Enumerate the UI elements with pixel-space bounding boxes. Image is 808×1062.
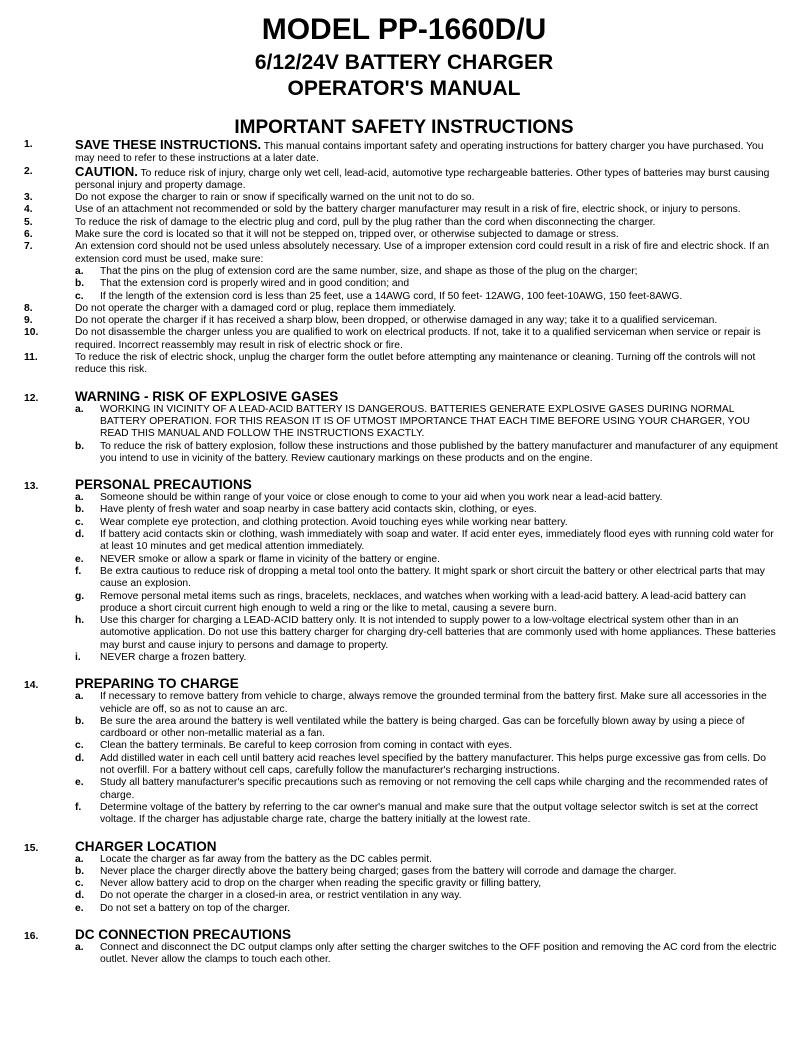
sub-item-letter: i. [75, 651, 81, 663]
section-15 [20, 839, 780, 915]
item-text: Do not expose the charger to rain or snow if specifically warned on the unit not to do so. [75, 192, 475, 204]
sub-item-text: Never allow battery acid to drop on the charger when reading the specific gravity or filling battery, [100, 878, 542, 890]
sub-item-text: Be extra cautious to reduce risk of dropping a metal tool onto the battery. It might spark or short circuit the battery or other electrical parts that may cause an explosion. [100, 565, 765, 590]
sub-item-text: Have plenty of fresh water and soap nearby in case battery acid contacts skin, clothing, or eyes. [100, 504, 537, 516]
sub-item [20, 691, 780, 716]
instruction-item [20, 139, 780, 166]
instruction-item [20, 241, 780, 266]
sub-item [20, 591, 780, 616]
sub-item-letter: h. [75, 615, 85, 627]
item-number: 2. [24, 165, 33, 177]
sub-item-text: Remove personal metal items such as rings, bracelets, necklaces, and watches when working with a lead-acid battery. A lead-acid battery can produce a short circuit current high enough to weld a ring or the like to metal, causing a severe burn. [100, 590, 746, 614]
sub-item-letter: a. [75, 403, 84, 415]
sub-item-letter: b. [75, 504, 85, 516]
sub-item-text: That the pins on the plug of extension cord are the same number, size, and shape as those of the plug on the charger; [100, 265, 638, 277]
section-title [20, 389, 780, 404]
sub-item-text: Clean the battery terminals. Be careful to keep corrosion from coming in contact with eyes. [100, 740, 513, 752]
item-text: Make sure the cord is located so that it will not be stepped on, tripped over, or otherwise subjected to damage or stress. [75, 229, 619, 241]
section-title-text: CHARGER LOCATION [75, 838, 217, 854]
sub-item-text: Wear complete eye protection, and clothing protection. Avoid touching eyes while working near battery. [100, 516, 568, 528]
instruction-item [20, 315, 780, 327]
item-text: An extension cord should not be used unless absolutely necessary. Use of a improper extension cord could result in a risk of fire and electric shock. If an extension cord must be used, make sure: [75, 241, 770, 265]
section-title [20, 477, 780, 492]
sub-item [20, 878, 780, 890]
sub-item [20, 554, 780, 566]
section-title-text: PREPARING TO CHARGE [75, 676, 239, 692]
item-number: 7. [24, 241, 33, 253]
sub-item-letter: f. [75, 565, 82, 577]
item-text: To reduce risk of injury, charge only wet cell, lead-acid, automotive type rechargeable batteries. Other types of batteries may burst causing personal injury and property damage. [75, 167, 770, 191]
document-type: OPERATOR'S MANUAL [287, 77, 521, 100]
sub-item-text: If battery acid contacts skin or clothing, wash immediately with soap and water. If acid enter eyes, immediately flood eyes with running cold water for at least 10 minutes and get medical attention immediately. [100, 529, 774, 553]
sub-item [20, 753, 780, 778]
sub-item-text: Never place the charger directly above the battery being charged; gases from the battery will corrode and damage the charger. [100, 865, 677, 877]
sub-item-letter: c. [75, 516, 84, 528]
instruction-item [20, 192, 780, 204]
sub-item-letter: g. [75, 590, 85, 602]
sub-item [20, 854, 780, 866]
section-heading: IMPORTANT SAFETY INSTRUCTIONS [234, 117, 574, 138]
item-lead: CAUTION. [75, 163, 138, 179]
sub-item-letter: d. [75, 752, 85, 764]
instruction-item [20, 217, 780, 229]
sub-item [20, 777, 780, 802]
sub-item-text: If the length of the extension cord is less than 25 feet, use a 14AWG cord, If 50 feet- 12AWG, 100 feet-10AWG, 150 feet-8AWG. [100, 290, 683, 302]
instruction-item [20, 327, 780, 352]
sub-item [20, 942, 780, 967]
item-number: 1. [24, 139, 33, 150]
item-text: Use of an attachment not recommended or sold by the battery charger manufacturer may result in a risk of fire, electric shock, or injury to persons. [75, 204, 741, 216]
item-number: 5. [24, 216, 33, 228]
sub-item-text: Locate the charger as far away from the battery as the DC cables permit. [100, 853, 432, 865]
sub-item-letter: e. [75, 902, 84, 914]
sub-item-text: To reduce the risk of battery explosion, follow these instructions and those published by the battery manufacturer and manufacturer of any equipment you intend to use in vicinity of the battery. Review cautionary markings on these products and on the engine. [100, 440, 778, 464]
sub-item [20, 866, 780, 878]
section-14 [20, 676, 780, 826]
sub-item [20, 652, 780, 664]
item-number: 6. [24, 229, 33, 241]
section-title-text: DC CONNECTION PRECAUTIONS [75, 927, 292, 943]
item-text: To reduce the risk of damage to the electric plug and cord, pull by the plug rather than the cord when disconnecting the charger. [75, 216, 656, 228]
sub-item-text: If necessary to remove battery from vehicle to charge, always remove the grounded terminal from the battery first. Make sure all accessories in the vehicle are off, so as not to cause an arc. [100, 691, 767, 715]
sub-item-text: Be sure the area around the battery is well ventilated while the battery is being charged. Gas can be forcefully blown away by using a piece of cardboard or other non-metallic material as a fan. [100, 715, 745, 740]
section-title [20, 927, 780, 942]
section-number: 12. [24, 392, 39, 404]
sub-item [20, 404, 780, 441]
sub-item [20, 517, 780, 529]
sub-item [20, 903, 780, 915]
sub-item-letter: c. [75, 290, 84, 302]
sub-item-text: Do not set a battery on top of the charger. [100, 902, 291, 914]
sub-item [20, 740, 780, 752]
sub-item [20, 278, 780, 290]
sub-item-text: NEVER smoke or allow a spark or flame in vicinity of the battery or engine. [100, 553, 440, 565]
section-title [20, 676, 780, 691]
sub-item-letter: a. [75, 691, 84, 703]
product-subtitle: 6/12/24V BATTERY CHARGER [254, 51, 554, 74]
sub-item [20, 716, 780, 741]
item-text: This manual contains important safety and operating instructions for battery charger you have purchased. You may need to refer to these instructions at a later date. [75, 141, 764, 165]
item-text: Do not disassemble the charger unless you are qualified to work on electrical products. If not, take it to a qualified serviceman when service or repair is required. Incorrect reassembly may result in risk of electric shock or fire. [75, 327, 761, 351]
section-title-text: PERSONAL PRECAUTIONS [75, 477, 252, 493]
sub-item-letter: b. [75, 715, 85, 727]
sub-item-letter: f. [75, 801, 82, 813]
sub-item-letter: a. [75, 853, 84, 865]
instruction-item [20, 229, 780, 241]
item-number: 10. [24, 327, 39, 339]
sub-item-letter: b. [75, 865, 85, 877]
sub-item-text: Add distilled water in each cell until battery acid reaches level specified by the battery manufacturer. This helps purge excessive gas from cells. Do not overfill. For a battery without cell caps, carefully follow the manufacturer's recharging instructions. [100, 752, 767, 777]
sub-item-text: That the extension cord is properly wired and in good condition; and [100, 278, 410, 290]
sub-item-letter: c. [75, 878, 84, 890]
section-13 [20, 477, 780, 664]
sub-item-text: Connect and disconnect the DC output clamps only after setting the charger switches to the OFF position and removing the AC cord from the electric outlet. Never allow the clamps to touch each other. [100, 942, 777, 966]
item-text: To reduce the risk of electric shock, unplug the charger form the outlet before attempting any maintenance or cleaning. Turning off the controls will not reduce this risk. [75, 352, 756, 376]
section-number: 16. [24, 931, 39, 943]
sub-item-letter: e. [75, 553, 84, 565]
item-lead: SAVE THESE INSTRUCTIONS. [75, 137, 262, 152]
sub-item [20, 504, 780, 516]
section-number: 14. [24, 680, 39, 692]
sub-item-letter: a. [75, 492, 84, 504]
model-title: MODEL PP-1660D/U [261, 13, 547, 46]
sub-item [20, 566, 780, 591]
sub-item [20, 890, 780, 902]
sub-item [20, 291, 780, 303]
section-title-text: WARNING - RISK OF EXPLOSIVE GASES [75, 388, 339, 404]
sub-item-text: Do not operate the charger in a closed-in area, or restrict ventilation in any way. [100, 890, 462, 902]
sub-item [20, 529, 780, 554]
instruction-item [20, 204, 780, 216]
item-text: Do not operate the charger if it has received a sharp blow, been dropped, or otherwise damaged in any way; take it to a qualified serviceman. [75, 315, 718, 327]
sub-item [20, 802, 780, 827]
instruction-item [20, 303, 780, 315]
sub-item-letter: a. [75, 942, 84, 954]
instruction-item [20, 163, 780, 193]
section-16 [20, 927, 780, 967]
sub-item-letter: d. [75, 529, 85, 541]
item-number: 3. [24, 192, 33, 204]
instruction-item [20, 352, 780, 377]
sub-item-letter: b. [75, 278, 85, 290]
sub-item-text: Someone should be within range of your voice or close enough to come to your aid when you work near a lead-acid battery. [100, 492, 663, 504]
sub-item-text: NEVER charge a frozen battery. [100, 651, 247, 663]
item-number: 9. [24, 315, 33, 327]
sub-item-letter: a. [75, 265, 84, 277]
section-title [20, 839, 780, 854]
section-12 [20, 389, 780, 465]
sub-item [20, 492, 780, 504]
sub-item [20, 441, 780, 466]
section-number: 13. [24, 481, 39, 493]
sub-item-text: Determine voltage of the battery by referring to the car owner's manual and make sure that the output voltage selector switch is set at the correct voltage. If the charger has adjustable charge rate, charge the battery initially at the lowest rate. [100, 801, 758, 826]
sub-item [20, 615, 780, 652]
sub-item-text: WORKING IN VICINITY OF A LEAD-ACID BATTERY IS DANGEROUS. BATTERIES GENERATE EXPLOSIVE GASES DURING NORMAL BATTERY OPERATION. FOR THIS REASON IT IS OF UTMOST IMPORTANCE THAT EACH TIME BEFORE USING YOUR CHARGER, YOU READ THIS MANUAL AND FOLLOW THE INSTRUCTIONS EXACTLY. [100, 403, 750, 440]
item-number: 8. [24, 302, 33, 314]
sub-item-letter: b. [75, 440, 85, 452]
sub-item-letter: c. [75, 740, 84, 752]
sub-item [20, 266, 780, 278]
sub-item-text: Study all battery manufacturer's specific precautions such as removing or not removing the cell caps while charging and the recommended rates of charge. [100, 777, 768, 801]
item-number: 4. [24, 204, 33, 216]
sub-item-letter: d. [75, 890, 85, 902]
item-text: Do not operate the charger with a damaged cord or plug, replace them immediately. [75, 302, 456, 314]
item-number: 11. [24, 352, 38, 364]
section-number: 15. [24, 842, 39, 854]
instructions-body [20, 139, 780, 967]
sub-item-text: Use this charger for charging a LEAD-ACID battery only. It is not intended to supply power to a low-voltage electrical system other than in an automotive application. Do not use this battery charger for charging dry-cell batteries that are commonly used with home appliances. These batteries may burst and cause injury to persons and damage to property. [100, 615, 776, 651]
sub-item-letter: e. [75, 777, 84, 789]
